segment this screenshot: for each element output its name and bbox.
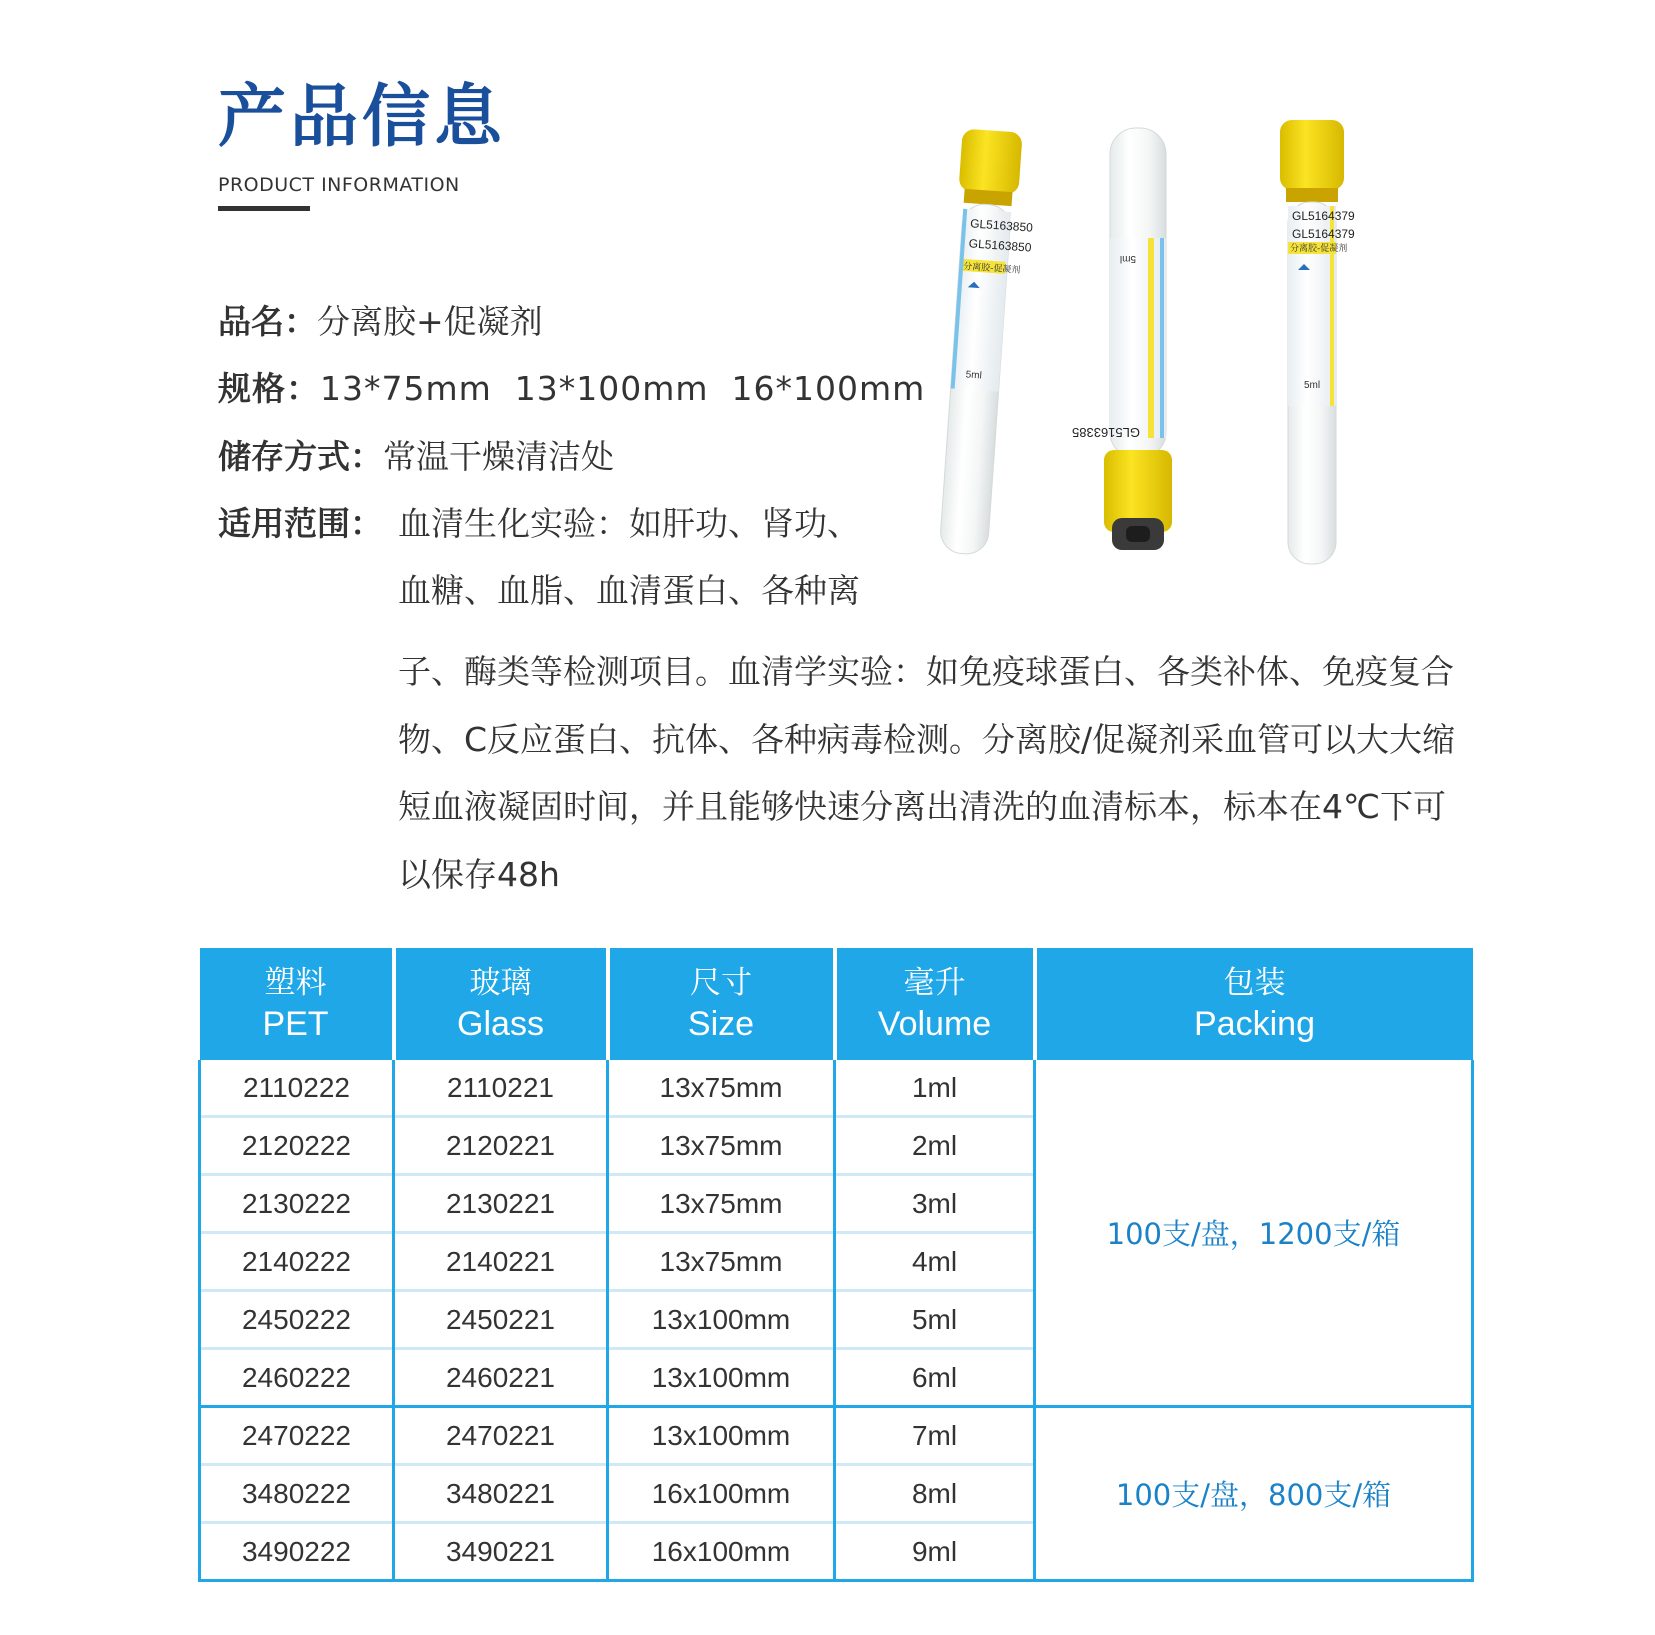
- cell-volume: 7ml: [835, 1407, 1035, 1465]
- scope-text-rest: 子、酶类等检测项目。血清学实验：如免疫球蛋白、各类补体、免疫复合物、C反应蛋白、抗体、各种病毒检测。分离胶/促凝剂采血管可以大大缩短血液凝固时间，并且能够快速分离出清洗的血清标本，标本在4℃下可以保存48h: [398, 652, 1456, 894]
- tube-3-code: GL5164379: [1292, 209, 1355, 223]
- cell-size: 13x75mm: [608, 1060, 835, 1117]
- cell-size: 16x100mm: [608, 1465, 835, 1523]
- cell-size: 13x100mm: [608, 1407, 835, 1465]
- spec-label: 规格：: [218, 369, 320, 408]
- cell-glass: 3490221: [394, 1523, 608, 1581]
- product-name-value: 分离胶+促凝剂: [317, 302, 543, 341]
- cell-volume: 6ml: [835, 1349, 1035, 1407]
- cell-volume: 3ml: [835, 1175, 1035, 1233]
- storage-row: [218, 437, 614, 476]
- cell-size: 13x75mm: [608, 1233, 835, 1291]
- cell-size: 13x75mm: [608, 1175, 835, 1233]
- tube-2-label: [1110, 238, 1166, 438]
- cell-pet: 2470222: [200, 1407, 394, 1465]
- spec-table: [198, 948, 1474, 1582]
- cell-volume: 5ml: [835, 1291, 1035, 1349]
- col-packing: 包装 Packing: [1035, 948, 1473, 1060]
- scope-label-row: [218, 504, 383, 543]
- col-glass: 玻璃 Glass: [394, 948, 608, 1060]
- scope-text-line1: 血清生化实验：如肝功、肾功、: [398, 504, 860, 543]
- storage-label: 储存方式：: [218, 437, 383, 476]
- scope-label: 适用范围：: [218, 504, 383, 543]
- cell-volume: 2ml: [835, 1117, 1035, 1175]
- cell-pet: 3490222: [200, 1523, 394, 1581]
- cell-pet: 2140222: [200, 1233, 394, 1291]
- cell-size: 16x100mm: [608, 1523, 835, 1581]
- cell-glass: 2140221: [394, 1233, 608, 1291]
- cell-glass: 2470221: [394, 1407, 608, 1465]
- product-name-label: 品名：: [218, 302, 317, 341]
- table-row: [200, 1407, 1473, 1465]
- cell-glass: 3480221: [394, 1465, 608, 1523]
- cell-pet: 2130222: [200, 1175, 394, 1233]
- tube-2-code: GL5163385: [1072, 425, 1140, 440]
- scope-text-line2: 血糖、血脂、血清蛋白、各种离: [398, 571, 860, 610]
- cell-glass: 2110221: [394, 1060, 608, 1117]
- tube-2-volume: 5ml: [1119, 253, 1136, 264]
- tubes-image: [940, 120, 1440, 610]
- tube-1-code: GL5163850: [969, 216, 1034, 235]
- page-subtitle: PRODUCT INFORMATION: [218, 174, 460, 196]
- table-header-row: [200, 948, 1473, 1060]
- cell-pet: 2460222: [200, 1349, 394, 1407]
- tube-3-code-2: GL5164379: [1292, 227, 1355, 241]
- cell-pet: 2450222: [200, 1291, 394, 1349]
- cell-volume: 8ml: [835, 1465, 1035, 1523]
- tube-1: [940, 129, 1040, 557]
- cell-volume: 4ml: [835, 1233, 1035, 1291]
- product-name-row: [218, 302, 543, 341]
- col-pet: 塑料 PET: [200, 948, 394, 1060]
- tube-2: [1072, 128, 1172, 550]
- tube-1-cap: [958, 129, 1022, 195]
- cell-glass: 2120221: [394, 1117, 608, 1175]
- cell-glass: 2450221: [394, 1291, 608, 1349]
- cell-pet: 2120222: [200, 1117, 394, 1175]
- cell-glass: 2130221: [394, 1175, 608, 1233]
- cell-glass: 2460221: [394, 1349, 608, 1407]
- cell-pet: 3480222: [200, 1465, 394, 1523]
- spec-row: [218, 369, 926, 408]
- cell-pet: 2110222: [200, 1060, 394, 1117]
- cell-volume: 1ml: [835, 1060, 1035, 1117]
- cell-packing: 100支/盘，800支/箱: [1035, 1407, 1473, 1581]
- cell-packing: 100支/盘，1200支/箱: [1035, 1060, 1473, 1407]
- page-title: 产品信息: [218, 78, 507, 157]
- tube-3-volume: 5ml: [1304, 380, 1321, 391]
- col-size: 尺寸 Size: [608, 948, 835, 1060]
- col-volume: 毫升 Volume: [835, 948, 1035, 1060]
- tube-3-cap: [1280, 120, 1344, 190]
- tube-1-code-2: GL5163850: [968, 236, 1032, 255]
- cell-size: 13x100mm: [608, 1291, 835, 1349]
- tube-3: [1280, 120, 1355, 564]
- tube-1-type: 分离胶-促凝剂: [962, 261, 1021, 276]
- cell-volume: 9ml: [835, 1523, 1035, 1581]
- cell-size: 13x75mm: [608, 1117, 835, 1175]
- storage-value: 常温干燥清洁处: [383, 437, 614, 476]
- spec-value: 13*75mm 13*100mm 16*100mm: [320, 369, 926, 408]
- cell-size: 13x100mm: [608, 1349, 835, 1407]
- tube-1-volume: 5ml: [965, 369, 983, 382]
- table-row: [200, 1060, 1473, 1117]
- tube-3-type: 分离胶-促凝剂: [1290, 244, 1348, 254]
- title-underline: [218, 206, 310, 211]
